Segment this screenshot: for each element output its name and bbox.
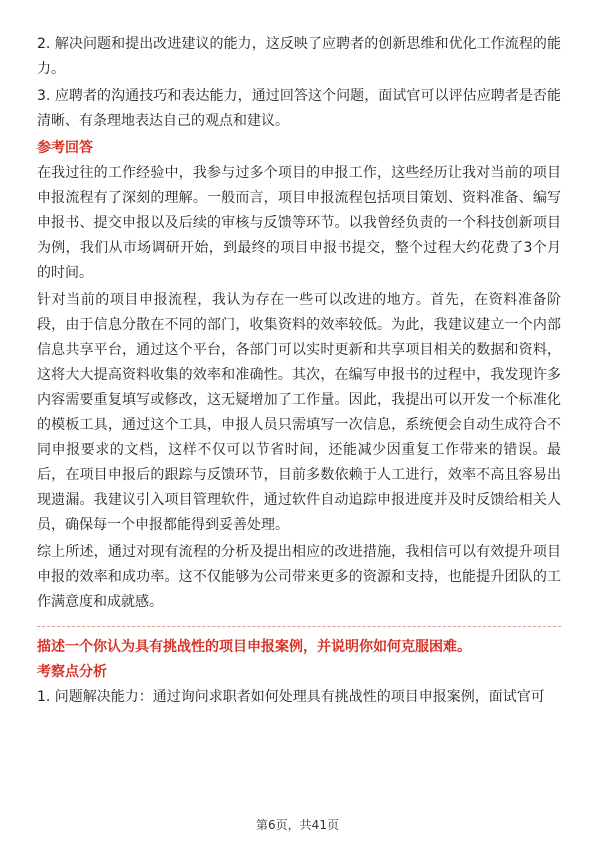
analysis-heading: 考察点分析: [37, 664, 107, 680]
answer-paragraph-2: 针对当前的项目申报流程，我认为存在一些可以改进的地方。首先，在资料准备阶段，由于信息分散在不同的部门，收集资料的效率较低。为此，我建议建立一个内部信息共享平台，通过这个平台，各部门可以实时更新和共享项目相关的数据和资料，这将大大提高资料收集的效率和准确性。其次，在编写申报书的过程中，我发现许多内容需要重复填写或修改，这无疑增加了工作量。因此，我提出可以开发一个标准化的模板工具，通过这个工具，申报人员只需填写一次信息，系统便会自动生成符合不同申报要求的文档，这样不仅可以节省时间，还能减少因重复工作带来的错误。最后，在项目申报后的跟踪与反馈环节，目前多数依赖于人工进行，效率不高且容易出现遗漏。我建议引入项目管理软件，通过软件自动追踪申报进度并及时反馈给相关人员，确保每一个申报都能得到妥善处理。: [37, 292, 561, 533]
page-content: [37, 32, 561, 710]
answer-heading: 参考回答: [37, 140, 93, 156]
answer-paragraph-1: 在我过往的工作经验中，我参与过多个项目的申报工作，这些经历让我对当前的项目申报流程有了深刻的理解。一般而言，项目申报流程包括项目策划、资料准备、编写申报书、提交申报以及后续的审核与反馈等环节。以我曾经负责的一个科技创新项目为例，我们从市场调研开始，到最终的项目申报书提交，整个过程大约花费了3个月的时间。: [37, 165, 561, 281]
answer-paragraph-3: 综上所述，通过对现有流程的分析及提出相应的改进措施，我相信可以有效提升项目申报的效率和成功率。这不仅能够为公司带来更多的资源和支持，也能提升团队的工作满意度和成就感。: [37, 544, 561, 610]
next-question: 描述一个你认为具有挑战性的项目申报案例，并说明你如何克服困难。: [37, 639, 471, 655]
analysis-point-1: 1. 问题解决能力：通过询问求职者如何处理具有挑战性的项目申报案例，面试官可: [37, 689, 545, 705]
point-3: 3. 应聘者的沟通技巧和表达能力，通过回答这个问题，面试官可以评估应聘者是否能清晰、有条理地表达自己的观点和建议。: [37, 88, 561, 129]
point-2: 2. 解决问题和提出改进建议的能力，这反映了应聘者的创新思维和优化工作流程的能力。: [37, 36, 561, 77]
section-divider: [37, 626, 561, 627]
page-footer: 第6页，共41页: [256, 818, 339, 832]
